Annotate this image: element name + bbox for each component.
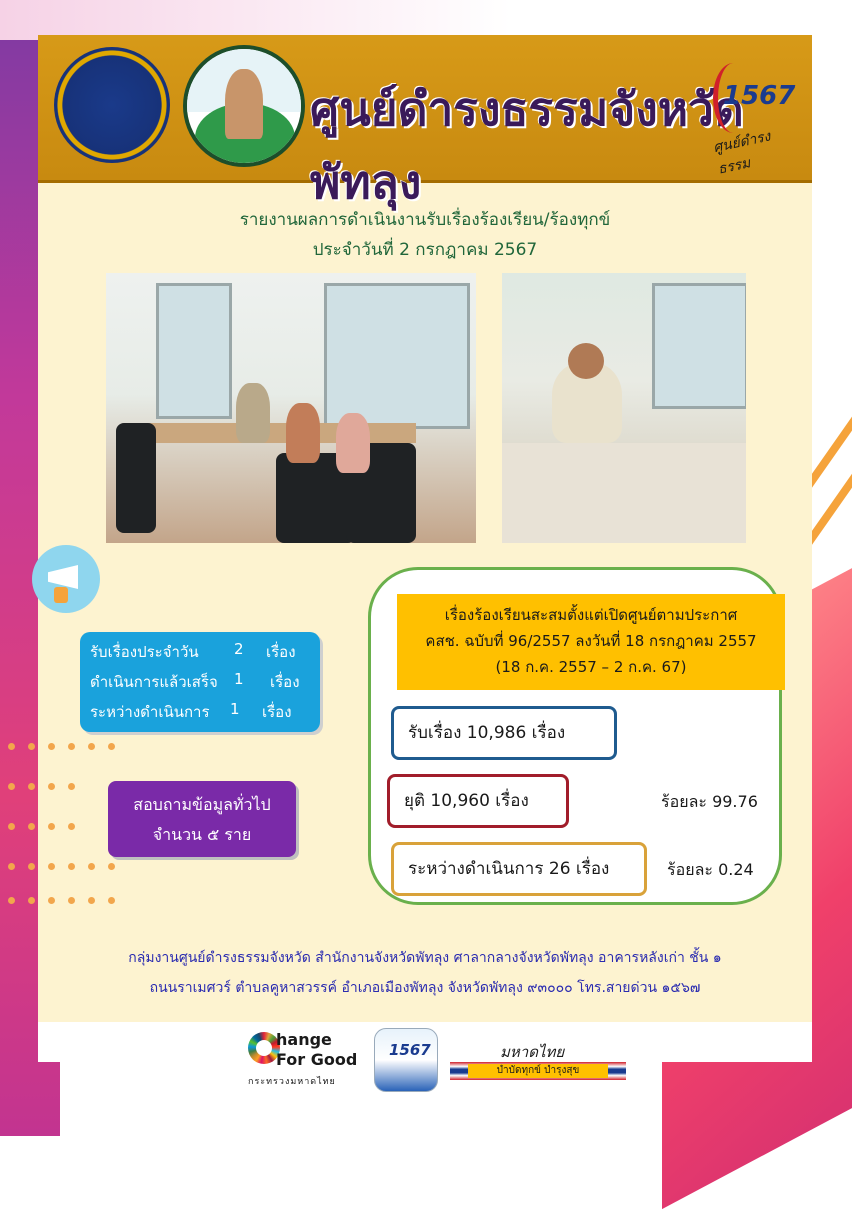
- decor-dot: [68, 897, 75, 904]
- decor-dot: [28, 863, 35, 870]
- damrongdhama-1567-logo: 1567 ศูนย์ดำรงธรรม: [703, 51, 793, 166]
- decor-dot: [108, 863, 115, 870]
- decor-dot: [88, 743, 95, 750]
- general-inquiry-box: [108, 781, 296, 857]
- decor-dot: [68, 863, 75, 870]
- inquiry-count: จำนวน ๕ ราย: [152, 825, 252, 844]
- inquiry-title: สอบถามข้อมูลทั่วไป: [133, 795, 271, 814]
- summary-heading-line2: คสช. ฉบับที่ 96/2557 ลงวันที่ 18 กรกฎาคม 2557: [425, 632, 757, 650]
- resolved-percent: ร้อยละ 99.76: [661, 792, 758, 811]
- report-title: รายงานผลการดำเนินงานรับเรื่องร้องเรียน/ร้องทุกข์: [239, 210, 611, 230]
- decor-dot: [48, 863, 55, 870]
- province-seal-icon: [54, 47, 170, 163]
- decor-dot: [8, 823, 15, 830]
- office-photo-desk: [502, 273, 746, 543]
- report-date: ประจำวันที่ 2 กรกฎาคม 2567: [312, 240, 538, 260]
- megaphone-icon: [32, 545, 100, 613]
- change-for-good-logo: hange For Good กระทรวงมหาดไทย: [246, 1028, 376, 1094]
- total-in-progress-pill: ระหว่างดำเนินการ 26 เรื่อง: [391, 842, 647, 896]
- decor-dot: [48, 743, 55, 750]
- total-resolved-pill: ยุติ 10,960 เรื่อง: [387, 774, 569, 828]
- decor-dot: [48, 783, 55, 790]
- total-received-pill: รับเรื่อง 10,986 เรื่อง: [391, 706, 617, 760]
- ministry-ribbon-logo: มหาดไทย บำบัดทุกข์ บำรุงสุข: [450, 1040, 626, 1088]
- office-address: [38, 943, 812, 1003]
- header-banner: [38, 35, 812, 209]
- phatthalung-seal-icon: [183, 45, 305, 167]
- summary-heading-line1: เรื่องร้องเรียนสะสมตั้งแต่เปิดศูนย์ตามประกาศ: [444, 606, 738, 624]
- decor-dot: [88, 863, 95, 870]
- decor-dot: [108, 897, 115, 904]
- decor-dot: [68, 743, 75, 750]
- in-progress-percent: ร้อยละ 0.24: [667, 860, 754, 879]
- report-heading: [38, 205, 812, 265]
- decor-dot: [8, 863, 15, 870]
- decor-dot: [28, 823, 35, 830]
- decor-dot: [88, 897, 95, 904]
- summary-heading-line3: (18 ก.ค. 2557 – 2 ก.ค. 67): [495, 658, 687, 676]
- decor-dot: [8, 897, 15, 904]
- summary-heading: [397, 594, 785, 690]
- decor-dot: [28, 897, 35, 904]
- decor-dot: [68, 823, 75, 830]
- banner-title: ศูนย์ดำรงธรรมจังหวัดพัทลุง: [310, 82, 744, 209]
- decor-dot: [48, 897, 55, 904]
- decor-dot: [68, 783, 75, 790]
- decor-dot: [108, 743, 115, 750]
- address-line2: ถนนราเมศวร์ ตำบลคูหาสวรรค์ อำเภอเมืองพัทลุง จังหวัดพัทลุง ๙๓๐๐๐ โทร.สายด่วน ๑๕๖๗: [149, 980, 701, 996]
- decor-dot: [8, 783, 15, 790]
- decor-dot: [28, 743, 35, 750]
- office-photo-meeting: [106, 273, 476, 543]
- decor-dot: [28, 783, 35, 790]
- cumulative-summary-panel: [368, 567, 782, 905]
- app-1567-icon: 1567: [374, 1028, 438, 1092]
- daily-stats-box: รับเรื่องประจำวัน 2 เรื่อง ดำเนินการแล้วเสร็จ 1 เรื่อง ระหว่างดำเนินการ 1 เรื่อง: [80, 632, 320, 732]
- background-top-band: [0, 0, 852, 40]
- address-line1: กลุ่มงานศูนย์ดำรงธรรมจังหวัด สำนักงานจังหวัดพัทลุง ศาลากลางจังหวัดพัทลุง อาคารหลังเก่า ชั้น ๑: [128, 950, 722, 966]
- report-card: [38, 35, 812, 1087]
- decor-dot: [8, 743, 15, 750]
- decor-dot: [48, 823, 55, 830]
